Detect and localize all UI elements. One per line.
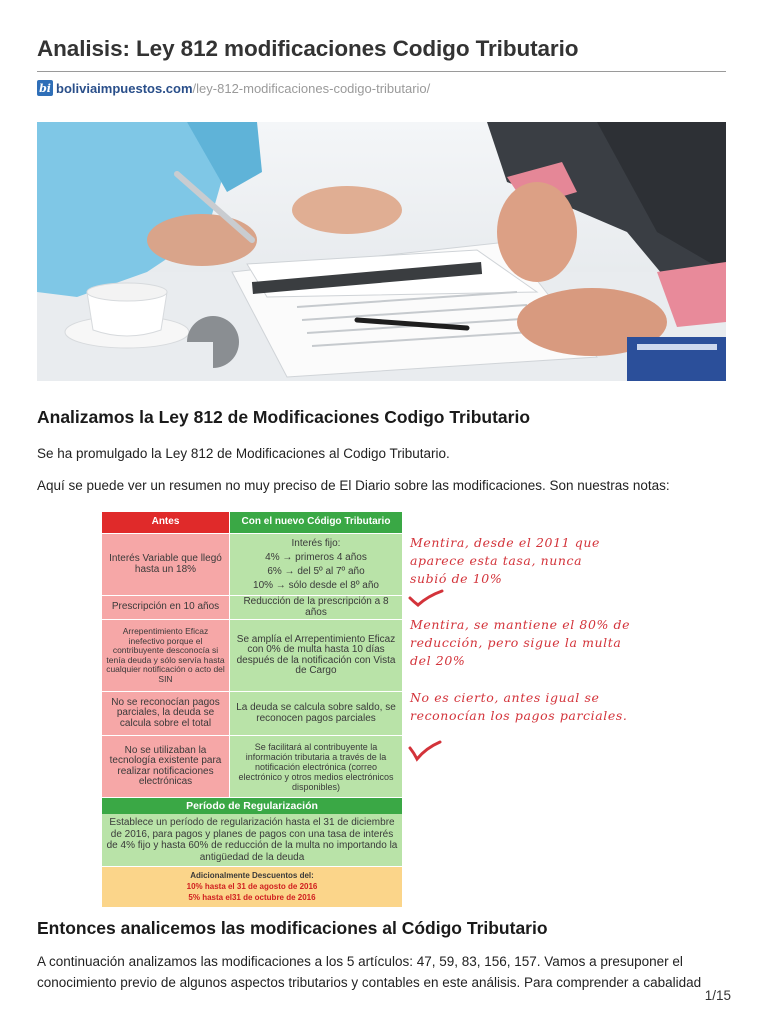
discount-band [102, 866, 402, 907]
row-5-nuevo: Se facilitará al contribuyente la información tributaria a través de la notificación electrónica (correo electrónico y otros medios electrónicos disponibles) [229, 736, 402, 798]
discount-title: Adicionalmente Descuentos del: [190, 871, 314, 880]
paragraph-2: Aquí se puede ver un resumen no muy preciso de El Diario sobre las modificaciones. Son nuestras notas: [37, 478, 670, 493]
checkmark-icon [408, 588, 444, 608]
table-row [102, 534, 402, 596]
row-2-antes: Prescripción en 10 años [102, 596, 229, 620]
header-antes: Antes [102, 512, 229, 534]
row-2-nuevo: Reducción de la prescripción a 8 años [229, 596, 402, 620]
hero-photo [37, 122, 726, 381]
title-divider [37, 71, 726, 72]
table-row [102, 736, 402, 798]
page-number: 1/15 [704, 988, 731, 1003]
handwritten-note-1: Mentira, desde el 2011 que aparece esta tasa, nunca subió de 10% [410, 535, 601, 586]
discount-1: 10% hasta el 31 de agosto de 2016 [186, 882, 318, 891]
row-1-antes: Interés Variable que llegó hasta un 18% [102, 534, 229, 596]
handwritten-note-3: No es cierto, antes igual se reconocían los pagos parciales. [410, 690, 628, 723]
discount-2: 5% hasta el31 de octubre de 2016 [188, 893, 316, 902]
hero-photo-illustration [37, 122, 726, 381]
checkmark-icon [408, 740, 442, 762]
handwritten-note-2: Mentira, se mantiene el 80% de reducción, pero sigue la multa del 20% [410, 617, 631, 668]
period-text: Establece un período de regularización hasta el 31 de diciembre de 2016, para pagos y planes de pagos con una tasa de interés de 4% fijo y hasta 60% de reducción de la multa no importando la antigüedad de la deuda [102, 814, 402, 866]
summary-table-header [102, 512, 402, 534]
row-4-nuevo: La deuda se calcula sobre saldo, se reconocen pagos parciales [229, 692, 402, 736]
source-site-link[interactable]: boliviaimpuestos.com [56, 80, 193, 96]
section-heading-1: Analizamos la Ley 812 de Modificaciones Codigo Tributario [37, 407, 531, 427]
row-4-antes: No se reconocían pagos parciales, la deuda se calcula sobre el total [102, 692, 229, 736]
table-row [102, 596, 402, 620]
row-1-nuevo: Interés fijo: 4% → primeros 4 años 6% → del 5º al 7º año 10% → sólo desde el 8º año [229, 534, 402, 596]
paragraph-1: Se ha promulgado la Ley 812 de Modificaciones al Codigo Tributario. [37, 446, 450, 461]
section-heading-2: Entonces analicemos las modificaciones al Código Tributario [37, 918, 548, 938]
page-title: Analisis: Ley 812 modificaciones Codigo Tributario [37, 36, 579, 61]
source-line [37, 80, 430, 96]
period-heading: Período de Regularización [102, 798, 402, 814]
site-logo: bi [37, 80, 53, 96]
row-3-nuevo: Se amplía el Arrepentimiento Eficaz con 0% de multa hasta 10 días después de la notificación con Vista de Cargo [229, 620, 402, 692]
header-nuevo: Con el nuevo Código Tributario [229, 512, 402, 534]
source-path[interactable]: /ley-812-modificaciones-codigo-tributario/ [192, 80, 431, 96]
paragraph-3: A continuación analizamos las modificaciones a los 5 artículos: 47, 59, 83, 156, 157. Vamos a presuponer el conocimiento previo de algunos aspectos tributarios y contables en este análisis. Para comprender a cabalidad [37, 954, 702, 990]
row-3-antes: Arrepentimiento Eficaz inefectivo porque el contribuyente desconocía si tenía deuda y sólo servía hasta cualquier notificación o acto del SIN [102, 620, 229, 692]
row-5-antes: No se utilizaban la tecnología existente para realizar notificaciones electrónicas [102, 736, 229, 798]
table-row [102, 692, 402, 736]
table-row [102, 620, 402, 692]
summary-table [102, 512, 402, 907]
